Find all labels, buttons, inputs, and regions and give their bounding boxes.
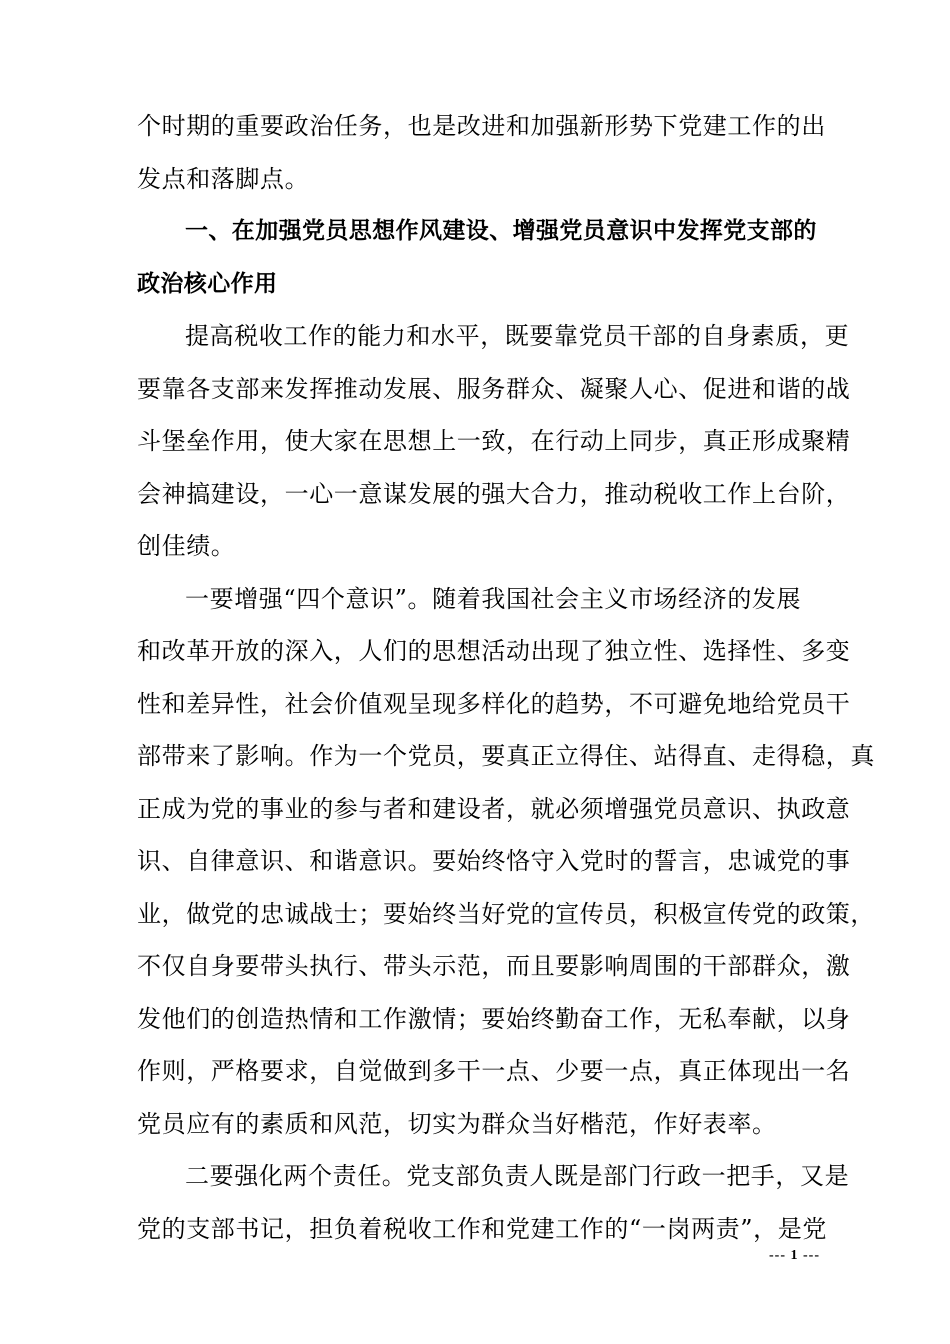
body-line: 和改革开放的深入，人们的思想活动出现了独立性、选择性、多变 [137, 637, 851, 665]
body-line: 党员应有的素质和风范，切实为群众当好楷范，作好表率。 [137, 1109, 777, 1138]
body-line: 斗堡垒作用，使大家在思想上一致，在行动上同步，真正形成聚精 [137, 427, 851, 455]
body-line: 业，做党的忠诚战士；要始终当好党的宣传员，积极宣传党的政策， [137, 899, 875, 928]
page-number: --- 1 --- [769, 1248, 820, 1263]
body-line: 正成为党的事业的参与者和建设者，就必须增强党员意识、执政意 [137, 794, 851, 823]
section-heading: 一、在加强党员思想作风建设、增强党员意识中发挥党支部的 [185, 218, 817, 244]
paragraph-first-line: 二要强化两个责任。党支部负责人既是部门行政一把手，又是 [185, 1162, 850, 1190]
body-line: 党的支部书记，担负着税收工作和党建工作的“一岗两责”，是党 [137, 1214, 827, 1243]
body-line: 性和差异性，社会价值观呈现多样化的趋势，不可避免地给党员干 [137, 689, 851, 718]
body-line: 不仅自身要带头执行、带头示范，而且要影响周围的干部群众，激 [137, 952, 851, 980]
body-line: 个时期的重要政治任务，也是改进和加强新形势下党建工作的出 [137, 112, 826, 140]
body-line: 部带来了影响。作为一个党员，要真正立得住、站得直、走得稳，真 [137, 742, 875, 770]
section-heading: 政治核心作用 [137, 270, 278, 297]
document-body [137, 100, 875, 1255]
paragraph-first-line: 一要增强“四个意识”。随着我国社会主义市场经济的发展 [185, 584, 802, 613]
body-line: 识、自律意识、和谐意识。要始终恪守入党时的誓言，忠诚党的事 [137, 847, 851, 875]
body-line: 发点和落脚点。 [137, 164, 310, 193]
body-line: 发他们的创造热情和工作激情；要始终勤奋工作，无私奉献，以身 [137, 1004, 851, 1033]
body-line: 创佳绩。 [137, 532, 236, 560]
body-line: 要靠各支部来发挥推动发展、服务群众、凝聚人心、促进和谐的战 [137, 374, 851, 403]
paragraph-first-line: 提高税收工作的能力和水平，既要靠党员干部的自身素质，更 [185, 322, 850, 350]
body-line: 作则，严格要求，自觉做到多干一点、少要一点，真正体现出一名 [137, 1057, 851, 1085]
body-line: 会神搞建设，一心一意谋发展的强大合力，推动税收工作上台阶， [137, 479, 851, 508]
